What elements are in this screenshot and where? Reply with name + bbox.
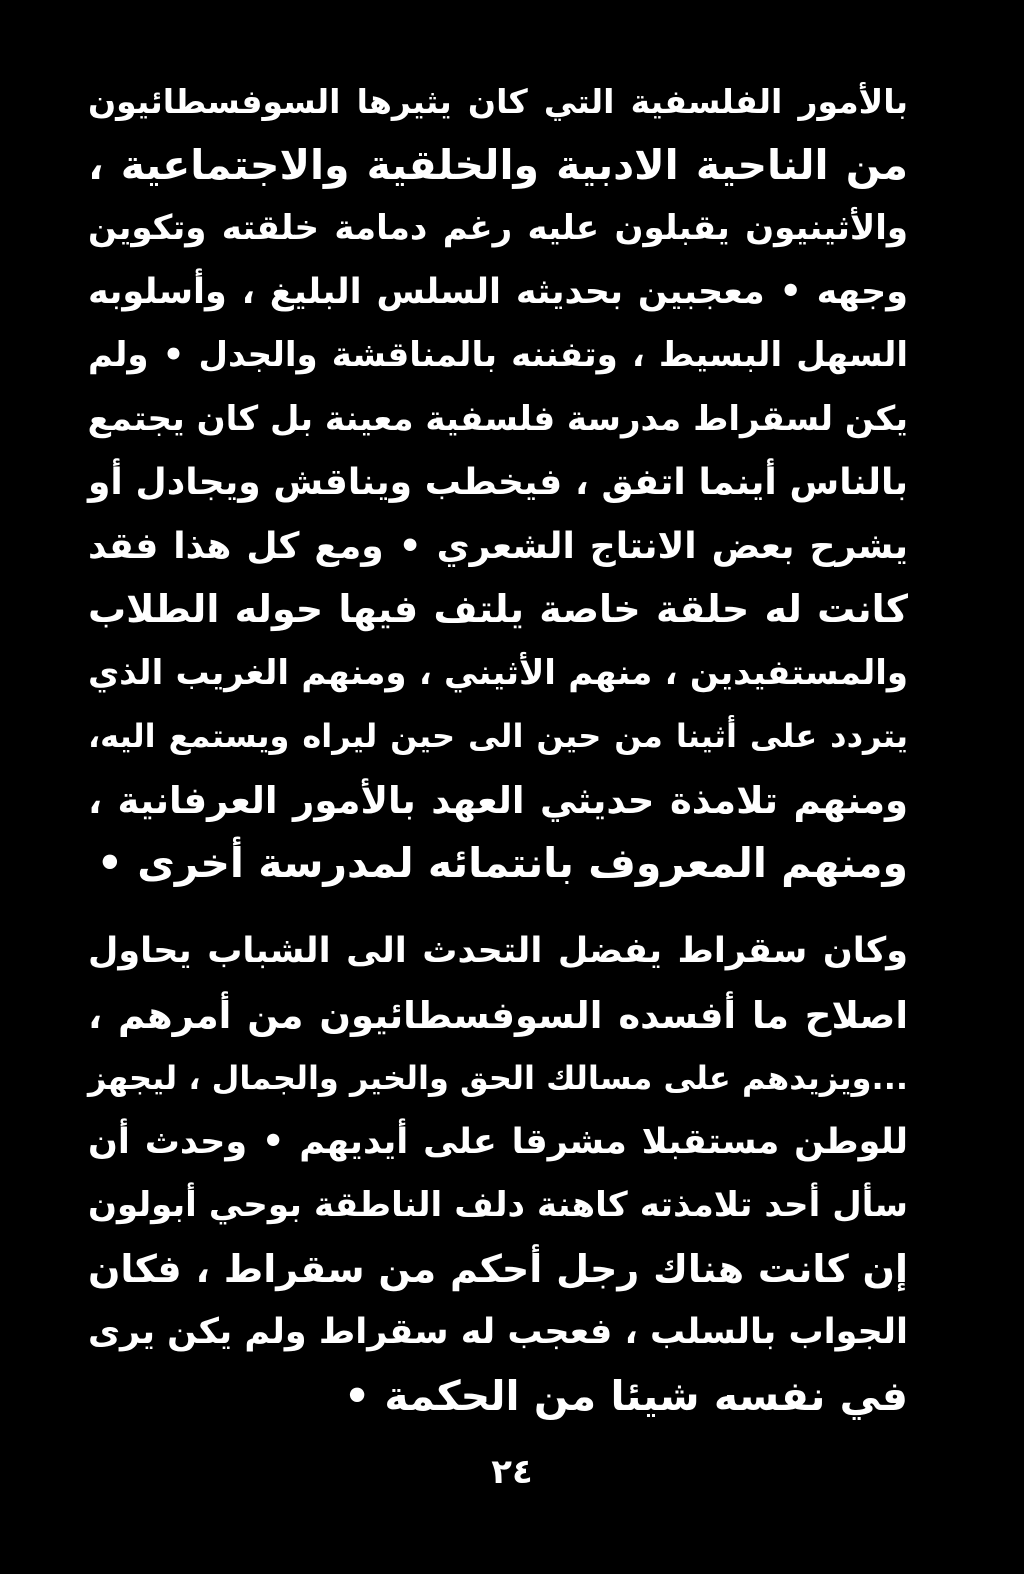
text-line: والأثينيون يقبلون عليه رغم دمامة خلقته وتكوين xyxy=(88,208,908,248)
text-line: كانت له حلقة خاصة يلتف فيها حوله الطلاب xyxy=(88,587,908,631)
text-line: وكان سقراط يفضل التحدث الى الشباب يحاول xyxy=(88,931,908,971)
text-line: وجهه • معجبين بحديثه السلس البليغ ، وأسلوبه xyxy=(88,271,908,312)
text-line: يكن لسقراط مدرسة فلسفية معينة بل كان يجتمع xyxy=(87,398,908,439)
text-line: ومنهم تلامذة حديثي العهد بالأمور العرفانية ، xyxy=(88,778,908,822)
text-line: بالناس أينما اتفق ، فيخطب ويناقش ويجادل أو xyxy=(88,462,908,503)
text-line: ومنهم المعروف بانتمائه لمدرسة أخرى • xyxy=(96,839,908,887)
text-line: في نفسه شيئا من الحكمة • xyxy=(343,1371,908,1420)
text-line: للوطن مستقبلا مشرقا على أيديهم • وحدث أن xyxy=(88,1121,908,1162)
text-line: إن كانت هناك رجل أحكم من سقراط ، فكان xyxy=(88,1246,908,1291)
text-line: ...ويزيدهم على مسالك الحق والخير والجمال ، ليجهز xyxy=(88,1059,908,1097)
text-line: سأل أحد تلامذته كاهنة دلف الناطقة بوحي أبولون xyxy=(88,1185,908,1225)
text-line: يتردد على أثينا من حين الى حين ليراه ويستمع اليه، xyxy=(88,717,908,755)
paragraph-2 xyxy=(88,920,908,1428)
text-line: اصلاح ما أفسده السوفسطائيون من أمرهم ، xyxy=(88,993,908,1037)
text-line: السهل البسيط ، وتفننه بالمناقشة والجدل • ولم xyxy=(88,335,908,375)
text-line: والمستفيدين ، منهم الأثيني ، ومنهم الغريب الذي xyxy=(88,652,908,693)
paragraph-1 xyxy=(88,70,908,896)
text-line: يشرح بعض الانتاج الشعري • ومع كل هذا فقد xyxy=(88,525,908,567)
text-line: الجواب بالسلب ، فعجب له سقراط ولم يكن يرى xyxy=(87,1312,908,1352)
page-number: ٢٤ xyxy=(491,1452,533,1492)
text-line: بالأمور الفلسفية التي كان يثيرها السوفسطائيون xyxy=(88,82,908,121)
text-line: من الناحية الادبية والخلقية والاجتماعية ، xyxy=(88,140,908,189)
